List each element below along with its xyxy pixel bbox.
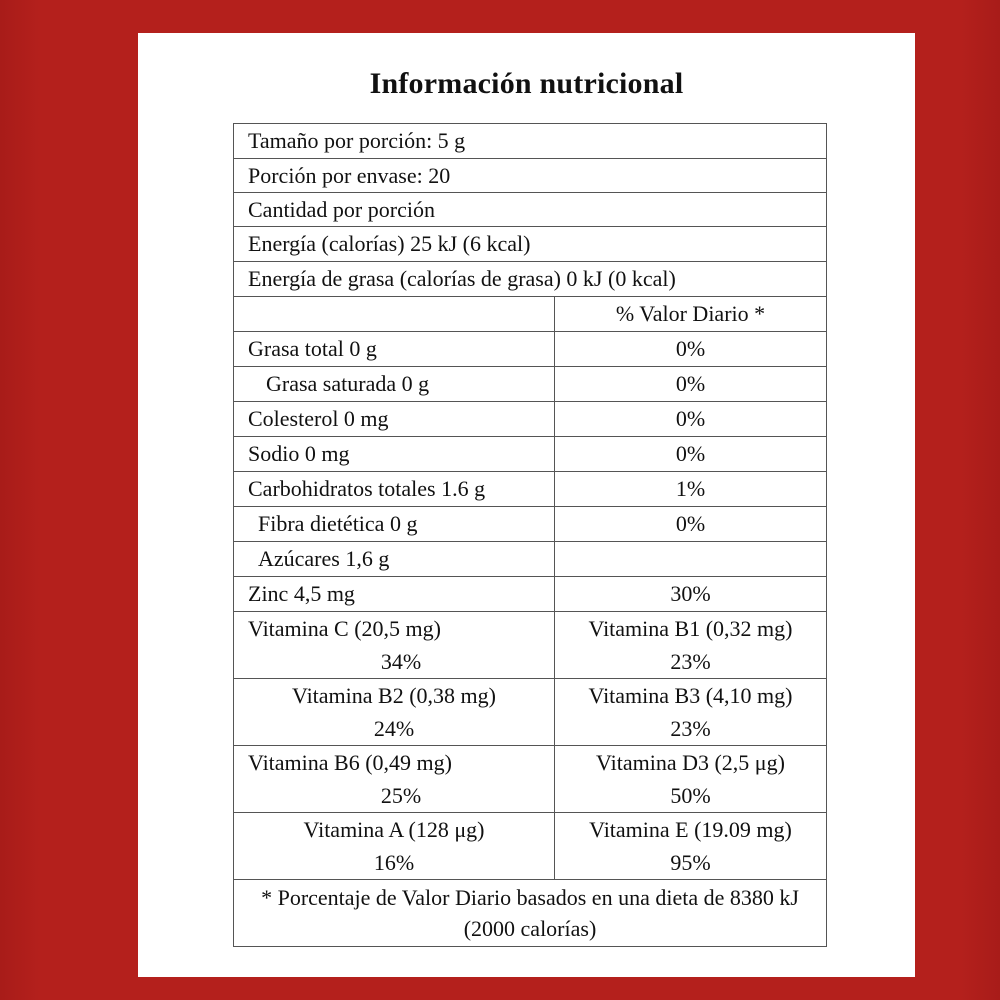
vitamin-row — [234, 746, 827, 813]
nutrient-name: Grasa saturada 0 g — [234, 367, 555, 402]
amount-per-serving: Cantidad por porción — [234, 193, 827, 227]
vitamin-cell — [234, 679, 555, 746]
vitamin-dv: 24% — [373, 716, 415, 741]
nutrient-dv: 1% — [555, 472, 827, 507]
vitamin-cell — [555, 612, 827, 679]
servings-per-container: Porción por envase: 20 — [234, 159, 827, 193]
vitamin-name: Vitamina C (20,5 mg) — [248, 616, 441, 641]
vitamin-dv: 95% — [670, 850, 711, 875]
table-row — [234, 577, 827, 612]
vitamin-name: Vitamina D3 (2,5 μg) — [596, 750, 785, 775]
nutrient-name: Zinc 4,5 mg — [234, 577, 555, 612]
vitamin-cell — [555, 746, 827, 813]
nutrient-dv: 0% — [555, 332, 827, 367]
vitamin-name: Vitamina B2 (0,38 mg) — [292, 683, 496, 708]
energy-calories: Energía (calorías) 25 kJ (6 kcal) — [234, 227, 827, 262]
vitamin-cell — [555, 813, 827, 880]
vitamin-cell — [234, 813, 555, 880]
nutrient-dv — [555, 542, 827, 577]
table-row — [234, 262, 827, 297]
nutrient-dv: 0% — [555, 402, 827, 437]
table-row — [234, 437, 827, 472]
vitamin-dv: 16% — [373, 850, 415, 875]
vitamin-row — [234, 679, 827, 746]
footnote: * Porcentaje de Valor Diario basados en una dieta de 8380 kJ (2000 calorías) — [234, 880, 827, 947]
nutrient-name: Carbohidratos totales 1.6 g — [234, 472, 555, 507]
vitamin-name: Vitamina E (19.09 mg) — [589, 817, 792, 842]
table-row — [234, 472, 827, 507]
vitamin-dv: 23% — [670, 716, 711, 741]
nutrition-label-panel — [138, 33, 915, 977]
nutrition-facts-table — [233, 123, 827, 947]
footnote-row — [234, 880, 827, 947]
table-row — [234, 507, 827, 542]
vitamin-row — [234, 813, 827, 880]
nutrient-dv: 0% — [555, 367, 827, 402]
table-row — [234, 297, 827, 332]
table-row — [234, 227, 827, 262]
nutrient-name: Fibra dietética 0 g — [234, 507, 555, 542]
daily-value-header: % Valor Diario * — [555, 297, 827, 332]
vitamin-dv: 50% — [670, 783, 711, 808]
vitamin-cell — [234, 746, 555, 813]
nutrient-name: Colesterol 0 mg — [234, 402, 555, 437]
vitamin-name: Vitamina B3 (4,10 mg) — [588, 683, 793, 708]
table-row — [234, 542, 827, 577]
vitamin-row — [234, 612, 827, 679]
page-title: Información nutricional — [369, 67, 684, 100]
vitamin-name: Vitamina B1 (0,32 mg) — [588, 616, 793, 641]
nutrient-name: Sodio 0 mg — [234, 437, 555, 472]
table-row — [234, 159, 827, 193]
table-row — [234, 124, 827, 159]
nutrient-dv: 0% — [555, 507, 827, 542]
table-row — [234, 367, 827, 402]
serving-size: Tamaño por porción: 5 g — [234, 124, 827, 159]
vitamin-name: Vitamina A (128 μg) — [303, 817, 485, 842]
vitamin-dv: 34% — [380, 649, 422, 674]
nutrient-name: Azúcares 1,6 g — [234, 542, 555, 577]
nutrient-name: Grasa total 0 g — [234, 332, 555, 367]
nutrient-dv: 0% — [555, 437, 827, 472]
table-row — [234, 193, 827, 227]
energy-from-fat: Energía de grasa (calorías de grasa) 0 kJ (0 kcal) — [234, 262, 827, 297]
vitamin-cell — [555, 679, 827, 746]
empty-cell — [234, 297, 555, 332]
vitamin-dv: 25% — [380, 783, 422, 808]
vitamin-name: Vitamina B6 (0,49 mg) — [248, 750, 452, 775]
vitamin-cell — [234, 612, 555, 679]
nutrient-dv: 30% — [555, 577, 827, 612]
table-row — [234, 332, 827, 367]
table-row — [234, 402, 827, 437]
vitamin-dv: 23% — [670, 649, 711, 674]
